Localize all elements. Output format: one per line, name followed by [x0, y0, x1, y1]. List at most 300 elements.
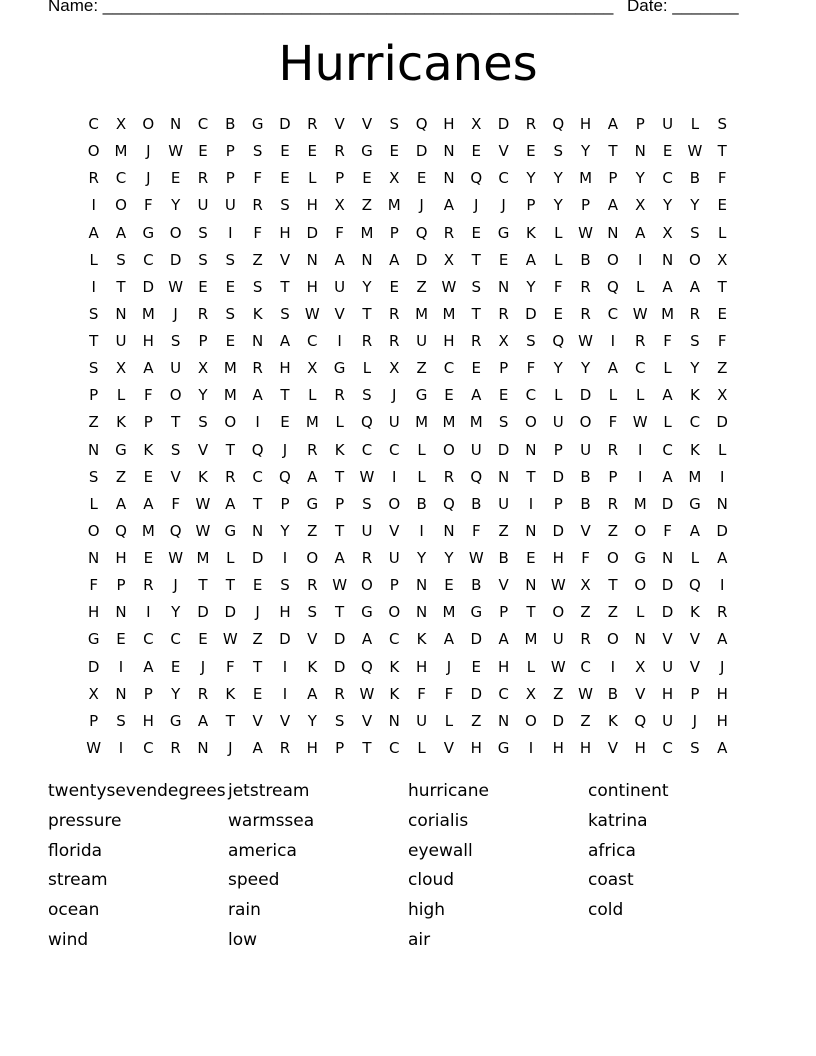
- grid-cell: D: [169, 250, 182, 269]
- grid-row: [80, 521, 736, 548]
- grid-cell: H: [306, 738, 318, 757]
- grid-cell: T: [171, 413, 181, 432]
- grid-row: [80, 195, 736, 222]
- grid-cell: N: [497, 711, 510, 730]
- grid-cell: U: [552, 630, 564, 649]
- grid-cell: B: [580, 467, 591, 486]
- grid-cell: L: [308, 169, 317, 188]
- grid-cell: D: [415, 142, 428, 161]
- grid-cell: C: [143, 630, 154, 649]
- grid-cell: L: [444, 711, 454, 730]
- grid-cell: P: [581, 196, 591, 215]
- grid-cell: E: [662, 142, 673, 161]
- grid-cell: Q: [361, 413, 373, 432]
- grid-cell: V: [361, 115, 373, 133]
- grid-cell: N: [497, 467, 510, 486]
- grid-cell: H: [88, 603, 100, 622]
- grid-cell: X: [115, 359, 127, 378]
- grid-cell: H: [142, 332, 154, 350]
- grid-cell: I: [146, 603, 151, 622]
- grid-cell: W: [332, 576, 348, 595]
- grid-cell: F: [581, 549, 590, 567]
- grid-cell: C: [498, 684, 509, 703]
- grid-cell: K: [389, 684, 400, 703]
- grid-cell: S: [116, 711, 126, 730]
- grid-cell: C: [580, 657, 591, 676]
- grid-cell: I: [91, 196, 96, 215]
- grid-row: [80, 629, 736, 656]
- grid-cell: O: [388, 603, 401, 622]
- grid-cell: F: [717, 169, 727, 188]
- grid-cell: N: [443, 169, 455, 188]
- grid-cell: Y: [635, 169, 645, 188]
- grid-cell: G: [361, 603, 373, 622]
- grid-cell: D: [661, 494, 674, 513]
- grid-cell: K: [198, 467, 208, 486]
- grid-cell: D: [333, 630, 346, 649]
- grid-cell: S: [88, 359, 99, 378]
- grid-cell: J: [282, 440, 288, 459]
- grid-cell: E: [389, 142, 400, 161]
- grid-cell: U: [416, 332, 428, 350]
- grid-cell: R: [580, 277, 591, 296]
- grid-cell: E: [526, 549, 536, 567]
- grid-cell: Y: [580, 142, 591, 161]
- grid-cell: T: [471, 304, 481, 323]
- grid-cell: C: [389, 440, 400, 459]
- grid-cell: Z: [607, 603, 619, 622]
- grid-cell: H: [306, 196, 318, 215]
- grid-cell: A: [252, 738, 263, 757]
- grid-cell: T: [280, 277, 290, 296]
- grid-cell: Y: [662, 196, 673, 215]
- grid-cell: R: [170, 738, 181, 757]
- grid-cell: M: [524, 630, 538, 649]
- grid-cell: O: [688, 250, 701, 269]
- grid-cell: I: [419, 521, 424, 540]
- grid-cell: N: [115, 603, 127, 622]
- grid-cell: U: [361, 521, 373, 540]
- word-item: florida: [48, 840, 103, 861]
- grid-cell: A: [143, 359, 154, 378]
- grid-cell: L: [89, 250, 98, 269]
- grid-cell: J: [446, 657, 452, 676]
- grid-cell: E: [444, 386, 454, 405]
- grid-row: [80, 711, 736, 738]
- grid-cell: V: [580, 521, 591, 540]
- grid-cell: G: [169, 711, 182, 730]
- grid-cell: A: [143, 657, 154, 676]
- grid-cell: H: [443, 115, 455, 133]
- grid-cell: Y: [553, 359, 563, 378]
- grid-cell: S: [198, 223, 208, 242]
- grid-cell: U: [334, 277, 346, 296]
- grid-row: [80, 575, 736, 602]
- grid-cell: X: [717, 386, 728, 405]
- grid-cell: S: [690, 332, 700, 350]
- grid-cell: E: [498, 386, 509, 405]
- grid-cell: M: [442, 304, 456, 323]
- grid-cell: A: [307, 684, 318, 703]
- grid-cell: O: [169, 223, 182, 242]
- grid-cell: K: [143, 440, 154, 459]
- grid-cell: Y: [580, 359, 591, 378]
- grid-cell: R: [225, 467, 236, 486]
- grid-cell: Z: [580, 711, 591, 730]
- grid-cell: U: [470, 440, 482, 459]
- grid-cell: N: [115, 684, 127, 703]
- grid-cell: P: [389, 576, 399, 595]
- grid-cell: Y: [553, 196, 563, 215]
- grid-cell: V: [662, 630, 673, 649]
- grid-cell: S: [334, 711, 345, 730]
- grid-cell: Y: [526, 277, 536, 296]
- grid-cell: P: [225, 169, 235, 188]
- grid-cell: H: [552, 549, 564, 567]
- header: [48, 0, 748, 20]
- grid-cell: A: [225, 494, 236, 513]
- grid-cell: W: [86, 738, 102, 757]
- grid-cell: D: [279, 115, 291, 133]
- grid-cell: T: [362, 738, 372, 757]
- grid-cell: Q: [470, 467, 483, 486]
- grid-cell: V: [443, 738, 455, 757]
- grid-cell: Y: [171, 684, 181, 703]
- grid-row: [80, 440, 736, 467]
- grid-cell: P: [690, 684, 700, 703]
- grid-cell: P: [225, 142, 235, 161]
- grid-cell: I: [392, 467, 397, 486]
- grid-cell: Y: [362, 277, 372, 296]
- grid-cell: X: [662, 223, 673, 242]
- grid-cell: C: [170, 630, 181, 649]
- grid-cell: H: [115, 549, 127, 567]
- grid-cell: D: [661, 576, 674, 595]
- grid-cell: I: [719, 467, 725, 486]
- grid-cell: X: [389, 359, 400, 378]
- grid-cell: W: [441, 277, 457, 296]
- grid-cell: O: [169, 386, 182, 405]
- grid-cell: E: [389, 277, 400, 296]
- grid-cell: N: [306, 250, 318, 269]
- grid-cell: E: [116, 630, 126, 649]
- grid-cell: V: [334, 115, 345, 133]
- grid-cell: D: [552, 711, 565, 730]
- grid-cell: M: [415, 304, 429, 323]
- grid-cell: P: [198, 332, 208, 350]
- grid-cell: T: [89, 332, 99, 350]
- grid-cell: H: [716, 684, 728, 703]
- grid-cell: N: [497, 277, 510, 296]
- grid-cell: W: [632, 304, 648, 323]
- grid-cell: R: [143, 576, 154, 595]
- grid-cell: P: [89, 386, 99, 405]
- grid-cell: T: [608, 576, 618, 595]
- grid-cell: L: [690, 549, 700, 567]
- grid-cell: O: [388, 494, 401, 513]
- grid-cell: F: [471, 521, 481, 540]
- grid-cell: S: [307, 603, 318, 622]
- grid-cell: F: [663, 521, 672, 540]
- grid-cell: Z: [717, 359, 728, 378]
- grid-cell: O: [634, 576, 647, 595]
- grid-cell: L: [636, 386, 645, 405]
- grid-cell: Y: [171, 603, 181, 622]
- grid-cell: R: [580, 630, 591, 649]
- grid-cell: Y: [417, 549, 427, 567]
- grid-cell: Q: [115, 521, 127, 540]
- grid-cell: E: [362, 169, 372, 188]
- grid-cell: L: [690, 115, 700, 133]
- grid-cell: B: [689, 169, 701, 188]
- grid-cell: E: [198, 630, 208, 649]
- grid-cell: I: [282, 684, 288, 703]
- grid-cell: O: [361, 576, 373, 595]
- grid-cell: L: [526, 657, 536, 676]
- grid-cell: Y: [171, 196, 181, 215]
- grid-cell: H: [716, 711, 728, 730]
- grid-cell: T: [717, 142, 727, 161]
- grid-cell: Y: [280, 521, 290, 540]
- grid-cell: T: [362, 304, 372, 323]
- grid-cell: G: [224, 521, 237, 540]
- grid-cell: M: [415, 413, 429, 432]
- word-item: ocean: [48, 900, 100, 921]
- grid-cell: Q: [251, 440, 264, 459]
- word-item: wind: [48, 929, 89, 950]
- grid-row: [80, 304, 736, 331]
- grid-cell: E: [252, 576, 263, 595]
- grid-cell: H: [279, 603, 291, 622]
- grid-cell: G: [497, 738, 510, 757]
- grid-cell: F: [144, 386, 153, 405]
- grid-cell: O: [142, 115, 155, 133]
- grid-cell: G: [333, 359, 346, 378]
- grid-cell: K: [307, 657, 318, 676]
- grid-cell: W: [222, 630, 238, 649]
- grid-cell: W: [687, 142, 703, 161]
- grid-cell: I: [118, 657, 124, 676]
- grid-cell: N: [252, 521, 264, 540]
- grid-row: [80, 738, 736, 765]
- grid-cell: A: [689, 277, 701, 296]
- grid-cell: E: [198, 142, 208, 161]
- grid-cell: W: [304, 304, 320, 323]
- word-item: speed: [228, 870, 280, 891]
- grid-cell: D: [333, 657, 346, 676]
- grid-cell: W: [632, 413, 648, 432]
- grid-cell: A: [662, 277, 673, 296]
- grid-cell: R: [689, 304, 701, 323]
- grid-cell: A: [334, 250, 345, 269]
- grid-cell: V: [361, 711, 373, 730]
- grid-cell: N: [88, 440, 100, 459]
- word-item: stream: [48, 870, 108, 891]
- grid-cell: P: [553, 440, 563, 459]
- grid-row: [80, 223, 736, 250]
- grid-cell: R: [197, 169, 209, 188]
- grid-cell: M: [387, 196, 401, 215]
- grid-cell: J: [228, 738, 233, 757]
- grid-cell: N: [415, 603, 428, 622]
- grid-cell: G: [634, 549, 647, 567]
- word-item: coast: [588, 870, 634, 891]
- grid-cell: F: [171, 494, 180, 513]
- grid-row: [80, 358, 736, 385]
- grid-cell: K: [225, 684, 236, 703]
- grid-cell: S: [88, 467, 99, 486]
- grid-cell: K: [525, 223, 536, 242]
- grid-cell: M: [442, 603, 456, 622]
- grid-cell: V: [279, 250, 291, 269]
- word-item: cold: [588, 900, 624, 921]
- grid-cell: V: [170, 467, 181, 486]
- grid-cell: A: [143, 494, 154, 513]
- grid-cell: Z: [416, 277, 427, 296]
- grid-cell: R: [607, 440, 619, 459]
- grid-cell: Y: [690, 359, 700, 378]
- grid-cell: T: [280, 386, 290, 405]
- grid-cell: U: [662, 115, 674, 133]
- grid-cell: A: [252, 386, 263, 405]
- grid-cell: E: [143, 467, 154, 486]
- grid-cell: D: [251, 549, 264, 567]
- page-title: Hurricanes: [278, 36, 538, 92]
- grid-cell: H: [306, 277, 318, 296]
- grid-cell: Y: [198, 386, 208, 405]
- word-item: corialis: [408, 810, 469, 831]
- grid-cell: S: [225, 250, 236, 269]
- grid-cell: Q: [552, 115, 565, 133]
- grid-cell: Z: [88, 413, 99, 432]
- grid-cell: Z: [553, 684, 564, 703]
- grid-cell: C: [197, 115, 209, 133]
- grid-cell: K: [252, 304, 263, 323]
- grid-cell: N: [525, 440, 537, 459]
- grid-cell: U: [115, 332, 127, 350]
- grid-cell: W: [468, 549, 484, 567]
- grid-cell: F: [335, 223, 344, 242]
- grid-cell: V: [607, 738, 619, 757]
- grid-cell: R: [443, 223, 455, 242]
- word-item: rain: [228, 900, 261, 921]
- grid-row: [80, 412, 736, 439]
- grid-cell: B: [580, 494, 591, 513]
- grid-cell: M: [223, 359, 237, 378]
- grid-cell: N: [525, 521, 537, 540]
- grid-cell: H: [142, 711, 154, 730]
- word-item: america: [228, 840, 297, 861]
- grid-cell: T: [471, 250, 481, 269]
- grid-cell: H: [415, 657, 428, 676]
- grid-cell: O: [606, 549, 619, 567]
- grid-cell: O: [115, 196, 127, 215]
- grid-cell: N: [661, 549, 674, 567]
- grid-row: [80, 602, 736, 629]
- grid-cell: I: [528, 738, 534, 757]
- grid-cell: M: [442, 413, 456, 432]
- grid-cell: W: [550, 657, 566, 676]
- grid-cell: D: [87, 657, 100, 676]
- grid-cell: G: [115, 440, 127, 459]
- grid-cell: C: [88, 115, 99, 133]
- grid-cell: F: [417, 684, 426, 703]
- grid-cell: H: [497, 657, 510, 676]
- grid-cell: T: [225, 440, 235, 459]
- grid-cell: T: [526, 467, 536, 486]
- grid-cell: R: [580, 304, 591, 323]
- grid-cell: N: [415, 576, 428, 595]
- grid-cell: W: [168, 549, 184, 567]
- grid-cell: C: [389, 738, 400, 757]
- grid-cell: C: [252, 467, 263, 486]
- grid-cell: E: [471, 657, 481, 676]
- grid-cell: E: [170, 169, 181, 188]
- grid-cell: H: [443, 332, 455, 350]
- grid-row: [80, 657, 736, 684]
- name-field-label: Name: ______________________________________________________: [48, 0, 614, 15]
- grid-cell: S: [280, 196, 290, 215]
- grid-cell: C: [689, 413, 701, 432]
- grid-cell: R: [389, 304, 400, 323]
- grid-cell: D: [306, 223, 319, 242]
- grid-cell: A: [607, 196, 619, 215]
- grid-cell: T: [253, 494, 263, 513]
- grid-cell: P: [499, 603, 509, 622]
- grid-cell: G: [415, 386, 428, 405]
- grid-cell: Q: [443, 494, 455, 513]
- grid-cell: P: [608, 467, 618, 486]
- grid-cell: C: [307, 332, 318, 350]
- grid-cell: Z: [115, 467, 127, 486]
- grid-cell: U: [498, 494, 510, 513]
- grid-cell: L: [362, 359, 372, 378]
- grid-cell: D: [415, 250, 428, 269]
- grid-cell: I: [610, 332, 616, 350]
- grid-cell: D: [224, 603, 237, 622]
- grid-cell: B: [471, 494, 482, 513]
- grid-cell: W: [195, 521, 211, 540]
- grid-cell: U: [580, 440, 592, 459]
- grid-cell: N: [115, 304, 127, 323]
- grid-cell: S: [362, 386, 372, 405]
- word-item: continent: [588, 781, 669, 801]
- grid-cell: J: [692, 711, 698, 730]
- word-item: katrina: [588, 810, 648, 831]
- grid-cell: P: [635, 115, 645, 133]
- grid-cell: B: [471, 576, 482, 595]
- grid-cell: C: [662, 738, 673, 757]
- grid-cell: C: [607, 304, 619, 323]
- word-item: air: [408, 929, 431, 950]
- grid-cell: A: [361, 630, 373, 649]
- grid-cell: N: [252, 332, 264, 350]
- grid-row: [80, 684, 736, 711]
- grid-cell: T: [253, 657, 263, 676]
- grid-cell: U: [416, 711, 428, 730]
- grid-cell: J: [173, 576, 178, 595]
- grid-cell: E: [471, 223, 481, 242]
- grid-cell: N: [388, 711, 400, 730]
- grid-cell: N: [525, 576, 537, 595]
- grid-cell: R: [635, 332, 646, 350]
- grid-cell: N: [607, 223, 619, 242]
- grid-cell: N: [634, 142, 646, 161]
- grid-cell: D: [470, 630, 483, 649]
- grid-cell: F: [144, 196, 153, 215]
- grid-cell: R: [307, 576, 318, 595]
- grid-cell: H: [579, 738, 592, 757]
